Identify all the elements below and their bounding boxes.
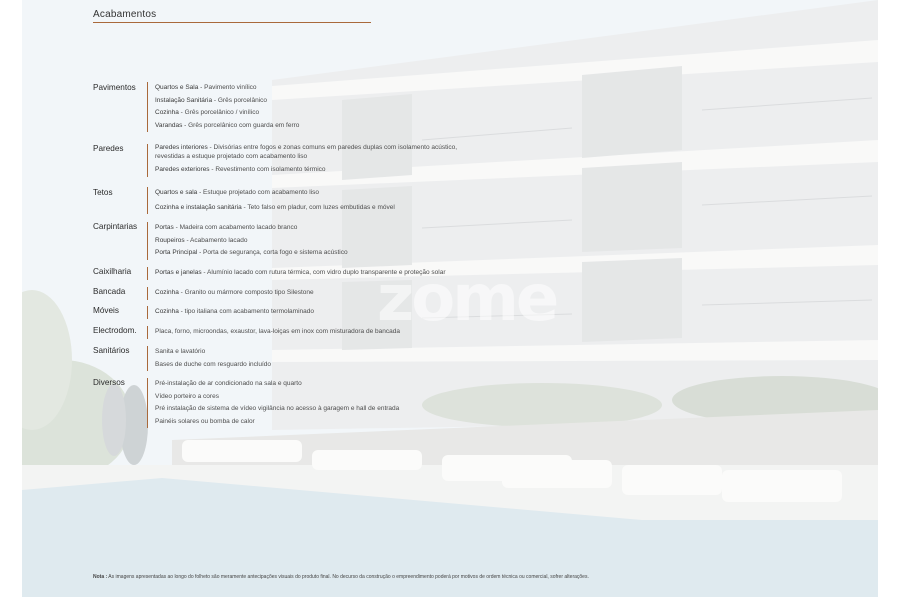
finish-item: Vídeo porteiro a cores: [155, 392, 219, 400]
category-items-pavimentos: [147, 82, 299, 132]
category-label-tetos: Tetos: [93, 188, 113, 197]
category-label-paredes: Paredes: [93, 144, 124, 153]
category-items-sanitarios: [147, 346, 271, 371]
finish-item: Portas e janelas - Alumínio lacado com rutura térmica, com vidro duplo transparente e proteção solar: [155, 269, 446, 276]
zome-watermark: zome: [377, 262, 557, 336]
finish-item: Pré-instalação de ar condicionado na sala e quarto: [155, 380, 302, 387]
finish-item: Bases de duche com resguardo incluído: [155, 360, 271, 368]
category-items-caixilharia: [147, 267, 446, 280]
finish-item: Quartos e sala - Estuque projetado com acabamento liso: [155, 189, 320, 196]
category-items-carpintarias: [147, 222, 348, 260]
disclaimer-note: [93, 574, 613, 580]
finish-item: Quartos e Sala - Pavimento vinílico: [155, 84, 257, 91]
category-label-caixilharia: Caixilharia: [93, 267, 132, 276]
finish-item: Varandas - Grês porcelânico com guarda em ferro: [155, 121, 300, 129]
finish-item: Paredes interiores - Divisórias entre fogos e zonas comuns em paredes duplas com isolamento acústico,: [155, 144, 458, 151]
finish-item: Placa, forno, microondas, exaustor, lava-loiças em inox com misturadora de bancada: [155, 328, 400, 335]
category-items-electrodomesticos: [147, 326, 400, 339]
brochure-page: [22, 0, 878, 597]
finish-item: Cozinha - tipo italiana com acabamento termolaminado: [155, 308, 314, 315]
finish-item: Cozinha e instalação sanitária - Teto falso em pladur, com luzes embutidas e móvel: [155, 203, 395, 211]
category-items-paredes: [147, 144, 457, 177]
finish-item: Cozinha - Granito ou mármore composto tipo Silestone: [155, 289, 314, 296]
finish-item: Painéis solares ou bomba de calor: [155, 417, 255, 425]
category-label-bancada: Bancada: [93, 287, 126, 296]
finish-item: Cozinha - Grês porcelânico / vinílico: [155, 109, 260, 116]
category-label-pavimentos: Pavimentos: [93, 83, 136, 92]
title-underline: [93, 22, 371, 23]
category-items-moveis: [147, 306, 314, 319]
finish-item: revestidas a estuque projetado com acabamento liso: [155, 152, 308, 160]
page-title: Acabamentos: [93, 9, 157, 20]
category-label-electrodomesticos: Electrodom.: [93, 326, 137, 335]
finish-item: Paredes exteriores - Revestimento com isolamento térmico: [155, 166, 326, 173]
category-items-tetos: [147, 187, 395, 214]
category-label-moveis: Móveis: [93, 306, 119, 315]
finish-item: Porta Principal - Porta de segurança, corta fogo e sistema acústico: [155, 249, 348, 256]
finish-item: Pré instalação de sistema de vídeo vigilância no acesso à garagem e hall de entrada: [155, 405, 400, 412]
category-items-bancada: [147, 287, 314, 300]
category-label-carpintarias: Carpintarias: [93, 222, 138, 231]
category-label-diversos: Diversos: [93, 378, 125, 387]
finish-item: Instalação Sanitária - Grês porcelânico: [155, 96, 268, 104]
category-items-diversos: [147, 378, 399, 428]
note-label: Nota :: [93, 574, 108, 580]
finish-item: Sanita e lavatório: [155, 348, 206, 355]
finish-item: Portas - Madeira com acabamento lacado branco: [155, 224, 298, 231]
category-label-sanitarios: Sanitários: [93, 346, 130, 355]
finish-item: Roupeiros - Acabamento lacado: [155, 236, 248, 244]
note-text: As imagens apresentadas ao longo do folheto são meramente antecipações visuais do produto final. No decurso da construção o empreendimento poderá por motivos de ordem técnica ou comercial, sofrer alterações.: [107, 574, 589, 580]
